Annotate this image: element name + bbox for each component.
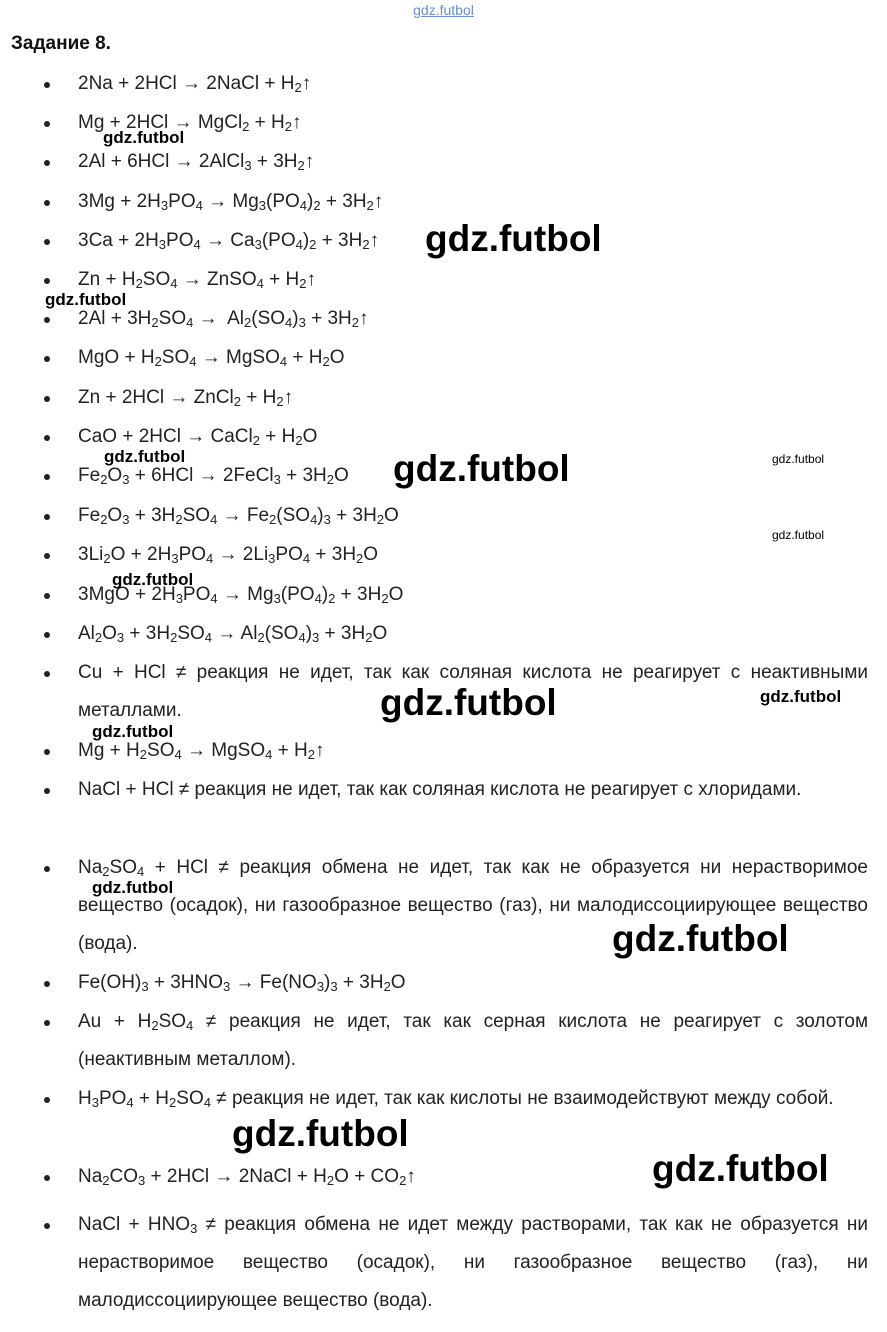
reaction-text: $Zn + H_2SO_4$ → ZnSO$_4$ + $H_2↑$ xyxy=(78,269,317,291)
bullet-icon xyxy=(44,356,50,362)
reaction-text: CaO + 2HCl → CaCl$_2$ + $H_2O$ xyxy=(78,426,318,448)
bullet-icon xyxy=(44,1097,50,1103)
bullet-icon xyxy=(44,981,50,987)
bullet-icon xyxy=(44,121,50,127)
reaction-text: $Au + H_2SO_4$ ≠ реакция не идет, так как серная кислота не реагирует с золотом (неактивным металлом). xyxy=(78,1011,869,1070)
bullet-icon xyxy=(44,200,50,206)
watermark-text: gdz.futbol xyxy=(103,128,185,147)
bullet-icon xyxy=(44,278,50,284)
bullet-icon xyxy=(44,514,50,520)
bullet-icon xyxy=(44,553,50,559)
reaction-text: $Fe_2O_3 + 3H_2SO_4 \to Fe_2(SO_4)_3 + 3H_2O$ xyxy=(78,505,399,527)
task-title: Задание 8. xyxy=(11,33,111,54)
reaction-text: $3Li_2O + 2H_3PO_4 \to 2Li_3PO_4 + 3H_2O$ xyxy=(78,544,379,566)
watermark-text: gdz.futbol xyxy=(760,687,842,706)
bullet-icon xyxy=(44,632,50,638)
reaction-text: Cu + HCl ≠ реакция не идет, так как соляная кислота не реагирует с неактивными металлами. xyxy=(78,662,868,721)
bullet-icon xyxy=(44,866,50,872)
reaction-text: $3Ca + 2H_3PO_4 \to Ca_3(PO_4)_2$ + $3H_2↑$ xyxy=(78,230,380,252)
bullet-icon xyxy=(44,82,50,88)
watermark-text: gdz.futbol xyxy=(45,290,127,309)
bullet-icon xyxy=(44,593,50,599)
bullet-icon xyxy=(44,474,50,480)
reaction-text: $3Mg + 2H_3PO_4 \to Mg_3(PO_4)_2$ + $3H_2↑$ xyxy=(78,191,384,213)
reaction-text: $Fe_2O_3 + 6HCl$ → 2FeCl$_3$ + $3H_2O$ xyxy=(78,465,349,487)
watermark-text: gdz.futbol xyxy=(772,528,825,542)
watermark-text: gdz.futbol xyxy=(612,918,789,959)
reaction-text: $Fe(OH)_3 + 3HNO_3 \to Fe(NO_3)_3 + 3H_2O$ xyxy=(78,972,406,994)
bullet-icon xyxy=(44,239,50,245)
reaction-text: NaCl + HCl ≠ реакция не идет, так как соляная кислота не реагирует с хлоридами. xyxy=(78,779,802,800)
bullet-icon xyxy=(44,1020,50,1026)
bullet-icon xyxy=(44,396,50,402)
bullet-icon xyxy=(44,317,50,323)
reaction-text: $H_3PO_4 + H_2SO_4$ ≠ реакция не идет, так как кислоты не взаимодействуют между собой. xyxy=(78,1088,834,1110)
watermark-text: gdz.futbol xyxy=(92,722,174,741)
bullet-icon xyxy=(44,749,50,755)
reaction-text: $3MgO + 2H_3PO_4 \to Mg_3(PO_4)_2 + 3H_2O$ xyxy=(78,584,404,606)
reaction-text: 2Al + 6HCl → 2AlCl$_3$ + $3H_2↑$ xyxy=(78,151,315,173)
watermark-text: gdz.futbol xyxy=(652,1148,829,1189)
reaction-text: 2Na + 2HCl → 2NaCl + $H_2↑$ xyxy=(78,73,312,95)
reaction-text: MgO + $H_2SO_4$ → MgSO$_4$ + $H_2O$ xyxy=(78,347,345,369)
bullet-icon xyxy=(44,671,50,677)
bullet-icon xyxy=(44,1175,50,1181)
watermark-text: gdz.futbol xyxy=(380,682,557,723)
bullet-icon xyxy=(44,160,50,166)
watermark-text: gdz.futbol xyxy=(92,878,174,897)
reaction-text: $Na_2CO_3 + 2HCl$ → 2NaCl + $H_2O$ + $CO_2↑$ xyxy=(78,1166,416,1188)
watermark-text: gdz.futbol xyxy=(393,448,570,489)
reaction-text: $2Al + 3H_2SO_4 \to Al_2(SO_4)_3$ + $3H_2↑$ xyxy=(78,308,369,330)
watermark-text: gdz.futbol xyxy=(112,570,194,589)
watermark-text: gdz.futbol xyxy=(425,218,602,259)
reaction-text: $Al_2O_3 + 3H_2SO_4 \to Al_2(SO_4)_3 + 3H_2O$ xyxy=(78,623,388,645)
bullet-icon xyxy=(44,435,50,441)
reaction-text: Zn + 2HCl → ZnCl$_2$ + $H_2↑$ xyxy=(78,387,294,409)
bullet-icon xyxy=(44,1223,50,1229)
reaction-text: NaCl + $HNO_3$ ≠ реакция обмена не идет между растворами, так как не образуется ни нерастворимое вещество (осадок), ни газообразное вещество (газ), ни малодиссоциирующее вещество (вода). xyxy=(78,1214,868,1311)
watermark-text: gdz.futbol xyxy=(772,452,825,466)
watermark-text: gdz.futbol xyxy=(104,447,186,466)
reaction-text: $Na_2SO_4$ + HCl ≠ реакция обмена не идет, так как не образуется ни нерастворимое вещество (осадок), ни газообразное вещество (газ), ни малодиссоциирующее вещество (вода). xyxy=(78,857,868,954)
reaction-text: $Mg + H_2SO_4$ → MgSO$_4$ + $H_2↑$ xyxy=(78,740,325,762)
bullet-icon xyxy=(44,788,50,794)
watermark-text: gdz.futbol xyxy=(232,1113,409,1154)
header-watermark[interactable]: gdz.futbol xyxy=(413,2,474,18)
reaction-text: Mg + 2HCl → MgCl$_2$ + $H_2↑$ xyxy=(78,112,302,134)
